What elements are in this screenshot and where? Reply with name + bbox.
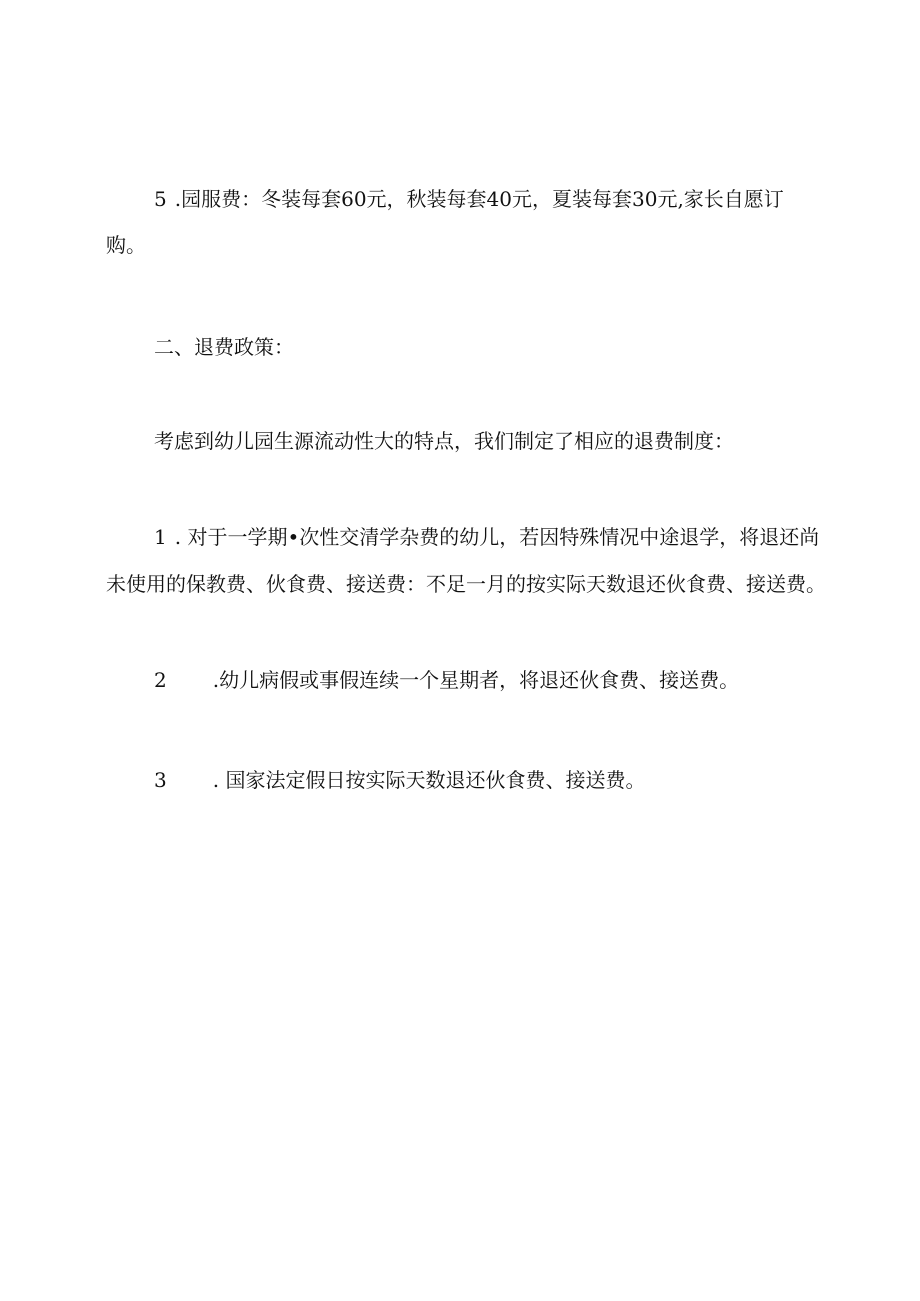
item-5-line-2: 购。	[106, 233, 146, 257]
item-3	[106, 757, 826, 803]
item-5-line-1	[106, 176, 826, 222]
item-2-number: 2	[154, 668, 167, 692]
intro-paragraph	[106, 418, 826, 464]
section-2-heading-text: 二、退费政策：	[154, 335, 294, 359]
item-2	[106, 657, 826, 703]
item-1-text: . 对于一学期•次性交清学杂费的幼儿，若因特殊情况中途退学，将退还尚	[174, 525, 820, 549]
item-5-number: 5	[154, 187, 167, 211]
item-3-text: . 国家法定假日按实际天数退还伙食费、接送费。	[212, 768, 646, 792]
item-1-line-2: 未使用的保教费、伙食费、接送费：不足一月的按实际天数退还伙食费、接送费。	[106, 572, 826, 596]
item-2-text: .幼儿病假或事假连续一个星期者，将退还伙食费、接送费。	[212, 668, 740, 692]
section-2-heading	[106, 324, 826, 370]
item-1-number: 1	[154, 525, 167, 549]
item-1-line-1	[106, 514, 826, 560]
intro-text: 考虑到幼儿园生源流动性大的特点，我们制定了相应的退费制度：	[154, 429, 734, 453]
item-3-number: 3	[154, 768, 167, 792]
item-5-text: .园服费：冬装每套60元，秋装每套40元，夏装每套30元,家长自愿订	[174, 187, 784, 211]
